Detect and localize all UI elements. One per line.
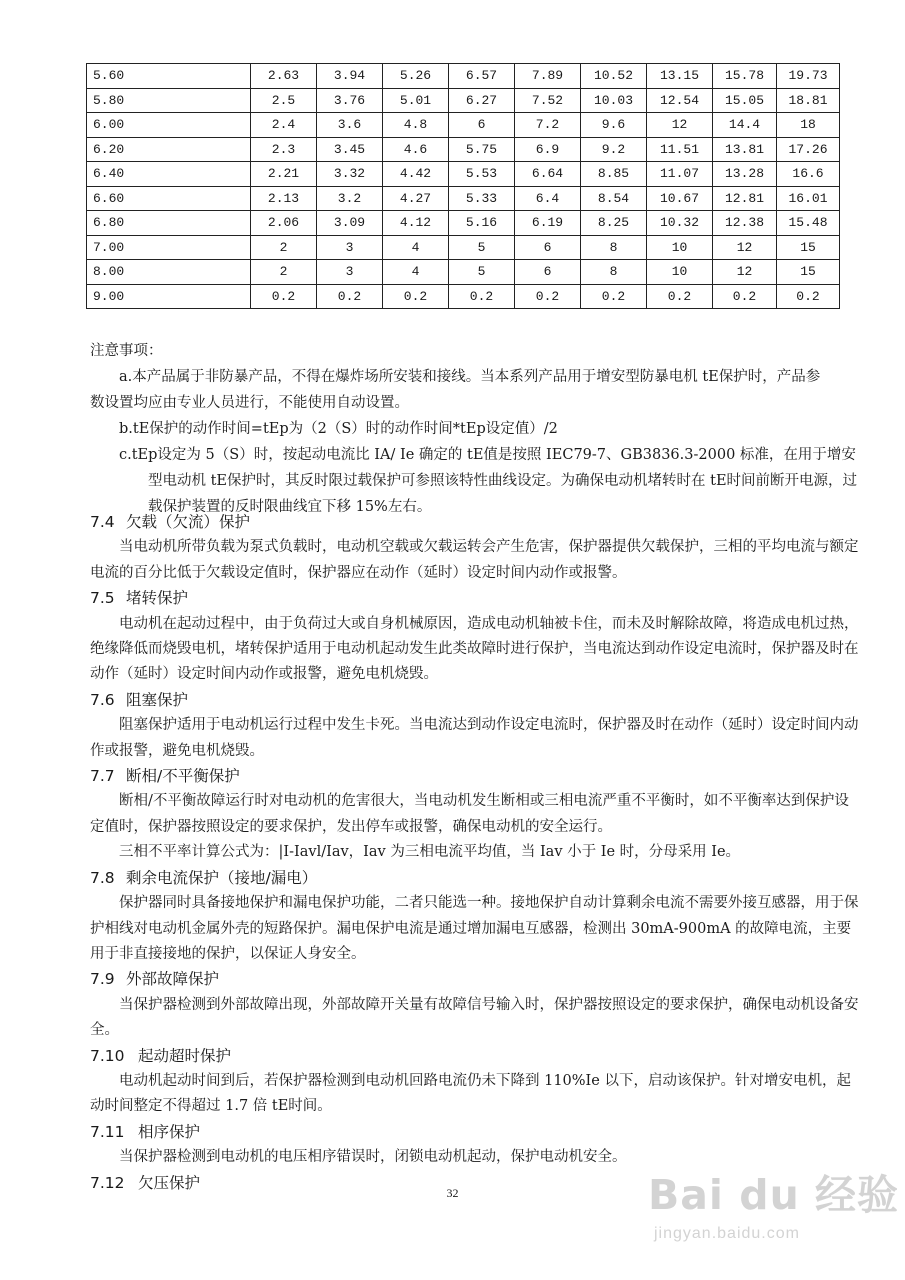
row-label-cell: 6.00 <box>87 113 251 138</box>
section-title: 相序保护 <box>138 1122 201 1141</box>
section-title: 欠载（欠流）保护 <box>126 513 251 531</box>
table-cell: 6.4 <box>515 186 581 211</box>
note-a-continued: 数设置均应由专业人员进行，不能使用自动设置。 <box>90 395 409 411</box>
row-label-cell: 6.80 <box>87 211 251 236</box>
table-row <box>87 64 840 89</box>
table-cell: 6 <box>449 113 515 138</box>
section-title: 外部故障保护 <box>126 970 220 989</box>
table-cell: 0.2 <box>581 284 647 309</box>
section-number: 7.10 <box>90 1046 125 1065</box>
section-body: 当保护器检测到外部故障出现，外部故障开关量有故障信号输入时，保护器按照设定的要求保护，确保电动机设备安全。 <box>90 996 859 1039</box>
table-cell: 4 <box>383 235 449 260</box>
table-cell: 2 <box>251 260 317 285</box>
table-cell: 19.73 <box>777 64 840 89</box>
table-cell: 4.12 <box>383 211 449 236</box>
table-cell: 15.78 <box>713 64 777 89</box>
table-cell: 16.6 <box>777 162 840 187</box>
table-cell: 5 <box>449 235 515 260</box>
section-heading <box>90 1120 860 1145</box>
table-cell: 15 <box>777 260 840 285</box>
table-cell: 2.4 <box>251 113 317 138</box>
section-heading <box>90 586 860 611</box>
row-label-cell: 6.20 <box>87 137 251 162</box>
table-cell: 7.2 <box>515 113 581 138</box>
watermark-brand-text: Bai du 经验 <box>648 1171 900 1219</box>
table-cell: 6.9 <box>515 137 581 162</box>
section-number: 7.4 <box>90 513 115 531</box>
baidu-jingyan-watermark <box>648 1168 900 1264</box>
table-cell: 16.01 <box>777 186 840 211</box>
table-cell: 4.27 <box>383 186 449 211</box>
table-cell: 3.09 <box>317 211 383 236</box>
table-cell: 13.28 <box>713 162 777 187</box>
section-title: 起动超时保护 <box>138 1046 232 1065</box>
table-row <box>87 186 840 211</box>
table-cell: 2.3 <box>251 137 317 162</box>
section-heading <box>90 866 860 891</box>
table-row <box>87 211 840 236</box>
table-cell: 5.33 <box>449 186 515 211</box>
note-a: a.本产品属于非防暴产品，不得在爆炸场所安装和接线。当本系列产品用于增安型防暴电机 tE保护时，产品参 <box>119 369 821 385</box>
table-cell: 12 <box>713 260 777 285</box>
section-title: 阻塞保护 <box>126 690 189 709</box>
section-title: 欠压保护 <box>138 1173 201 1192</box>
table-cell: 10 <box>647 260 713 285</box>
table-cell: 4 <box>383 260 449 285</box>
table-cell: 8.85 <box>581 162 647 187</box>
table-row <box>87 113 840 138</box>
table-body <box>87 64 840 309</box>
table-cell: 0.2 <box>383 284 449 309</box>
table-cell: 0.2 <box>647 284 713 309</box>
table-cell: 0.2 <box>713 284 777 309</box>
table-cell: 4.8 <box>383 113 449 138</box>
table-row <box>87 88 840 113</box>
section-heading <box>90 764 860 789</box>
table-cell: 10 <box>647 235 713 260</box>
notes-block <box>90 338 860 520</box>
section-heading <box>90 1044 860 1069</box>
table-cell: 2 <box>251 235 317 260</box>
table-cell: 15.48 <box>777 211 840 236</box>
table-cell: 5 <box>449 260 515 285</box>
table-cell: 11.07 <box>647 162 713 187</box>
section-heading <box>90 967 860 992</box>
table-cell: 5.53 <box>449 162 515 187</box>
table-cell: 5.75 <box>449 137 515 162</box>
table-cell: 12 <box>713 235 777 260</box>
table-cell: 4.6 <box>383 137 449 162</box>
section-number: 7.8 <box>90 868 115 887</box>
watermark-url: jingyan.baidu.com <box>654 1225 800 1242</box>
table-cell: 8.54 <box>581 186 647 211</box>
table-cell: 4.42 <box>383 162 449 187</box>
row-label-cell: 5.60 <box>87 64 251 89</box>
watermark-brand <box>648 1168 900 1222</box>
page-number: 32 <box>446 1186 459 1200</box>
table-row <box>87 235 840 260</box>
table-row <box>87 162 840 187</box>
section-number: 7.9 <box>90 970 115 989</box>
table-cell: 8 <box>581 235 647 260</box>
table-cell: 6.19 <box>515 211 581 236</box>
section-number: 7.7 <box>90 767 115 786</box>
table-cell: 6.57 <box>449 64 515 89</box>
table-row <box>87 137 840 162</box>
section-body: 电动机起动时间到后，若保护器检测到电动机回路电流仍未下降到 110%Ie 以下，启动该保护。针对增安电机，起动时间整定不得超过 1.7 倍 tE时间。 <box>90 1072 851 1115</box>
table-cell: 13.81 <box>713 137 777 162</box>
table-cell: 6 <box>515 235 581 260</box>
section-number: 7.12 <box>90 1173 125 1192</box>
section-number: 7.11 <box>90 1122 125 1141</box>
section-title: 断相/不平衡保护 <box>126 767 240 786</box>
row-label-cell: 6.60 <box>87 186 251 211</box>
row-label-cell: 7.00 <box>87 235 251 260</box>
table-cell: 5.01 <box>383 88 449 113</box>
table-cell: 6 <box>515 260 581 285</box>
row-label-cell: 8.00 <box>87 260 251 285</box>
table-cell: 9.6 <box>581 113 647 138</box>
table-cell: 12.54 <box>647 88 713 113</box>
table-cell: 13.15 <box>647 64 713 89</box>
table-row <box>87 260 840 285</box>
table-cell: 9.2 <box>581 137 647 162</box>
note-c: c.tEp设定为 5（S）时，按起动电流比 IA/ Ie 确定的 tE值是按照 IEC79-7、GB3836.3-2000 标准，在用于增安型电动机 tE保护时，其反时限过载保护可参照该特性曲线设定。为确保电动机堵转时在 tE时间前断开电源，过载保护装置的反时限曲线宜下移 15%左右。 <box>119 447 858 515</box>
table-cell: 11.51 <box>647 137 713 162</box>
table-cell: 3 <box>317 235 383 260</box>
section-body: 保护器同时具备接地保护和漏电保护功能，二者只能选一种。接地保护自动计算剩余电流不需要外接互感器，用于保护相线对电动机金属外壳的短路保护。漏电保护电流是通过增加漏电互感器，检测出 30mA-900mA 的故障电流，主要用于非直接接地的保护，以保证人身安全。 <box>90 895 859 962</box>
table-cell: 6.64 <box>515 162 581 187</box>
table-cell: 12.38 <box>713 211 777 236</box>
table-cell: 10.03 <box>581 88 647 113</box>
section-title: 剩余电流保护（接地/漏电） <box>126 868 318 887</box>
table-cell: 10.32 <box>647 211 713 236</box>
section-formula: 三相不平率计算公式为：|I-Iavl/Iav，Iav 为三相电流平均值，当 Iav 小于 Ie 时，分母采用 Ie。 <box>119 844 741 861</box>
table-cell: 2.13 <box>251 186 317 211</box>
table-cell: 2.63 <box>251 64 317 89</box>
table-cell: 0.2 <box>449 284 515 309</box>
table-cell: 0.2 <box>777 284 840 309</box>
section-body: 当保护器检测到电动机的电压相序错误时，闭锁电动机起动，保护电动机安全。 <box>119 1149 627 1166</box>
table-cell: 12.81 <box>713 186 777 211</box>
table-cell: 10.67 <box>647 186 713 211</box>
table-cell: 0.2 <box>515 284 581 309</box>
row-label-cell: 6.40 <box>87 162 251 187</box>
table-cell: 3.45 <box>317 137 383 162</box>
table-cell: 7.52 <box>515 88 581 113</box>
table-cell: 0.2 <box>251 284 317 309</box>
table-cell: 3.32 <box>317 162 383 187</box>
current-ratio-table <box>86 63 840 309</box>
section-body: 电动机在起动过程中，由于负荷过大或自身机械原因，造成电动机轴被卡住，而未及时解除故障，将造成电机过热，绝缘降低而烧毁电机，堵转保护适用于电动机起动发生此类故障时进行保护，当电流达到动作设定电流时，保护器及时在动作（延时）设定时间内动作或报警，避免电机烧毁。 <box>90 615 859 683</box>
section-number: 7.5 <box>90 589 115 608</box>
table-cell: 3.2 <box>317 186 383 211</box>
table-cell: 14.4 <box>713 113 777 138</box>
table-cell: 15 <box>777 235 840 260</box>
section-heading <box>90 688 860 713</box>
table-cell: 12 <box>647 113 713 138</box>
table-cell: 3.94 <box>317 64 383 89</box>
section-number: 7.6 <box>90 690 115 709</box>
sections-container <box>90 510 860 1196</box>
table-cell: 2.5 <box>251 88 317 113</box>
section-title: 堵转保护 <box>126 589 189 608</box>
table-cell: 0.2 <box>317 284 383 309</box>
table-cell: 15.05 <box>713 88 777 113</box>
table-cell: 10.52 <box>581 64 647 89</box>
table-cell: 5.16 <box>449 211 515 236</box>
section-heading <box>90 510 860 535</box>
table-cell: 17.26 <box>777 137 840 162</box>
table-cell: 18.81 <box>777 88 840 113</box>
table-cell: 2.06 <box>251 211 317 236</box>
section-body: 阻塞保护适用于电动机运行过程中发生卡死。当电流达到动作设定电流时，保护器及时在动作（延时）设定时间内动作或报警，避免电机烧毁。 <box>90 717 859 759</box>
table-cell: 3 <box>317 260 383 285</box>
section-body: 断相/不平衡故障运行时对电动机的危害很大，当电动机发生断相或三相电流严重不平衡时，如不平衡率达到保护设定值时，保护器按照设定的要求保护，发出停车或报警，确保电动机的安全运行。 <box>90 793 849 835</box>
table-cell: 5.26 <box>383 64 449 89</box>
table-cell: 7.89 <box>515 64 581 89</box>
table-cell: 18 <box>777 113 840 138</box>
row-label-cell: 9.00 <box>87 284 251 309</box>
table-row <box>87 284 840 309</box>
note-b: b.tE保护的动作时间=tEp为（2（S）时的动作时间*tEp设定值）/2 <box>119 421 558 437</box>
table-cell: 2.21 <box>251 162 317 187</box>
table-cell: 3.6 <box>317 113 383 138</box>
row-label-cell: 5.80 <box>87 88 251 113</box>
table-cell: 6.27 <box>449 88 515 113</box>
table-cell: 3.76 <box>317 88 383 113</box>
table-cell: 8 <box>581 260 647 285</box>
section-body: 当电动机所带负载为泵式负载时，电动机空载或欠载运转会产生危害，保护器提供欠载保护，三相的平均电流与额定电流的百分比低于欠载设定值时，保护器应在动作（延时）设定时间内动作或报警。 <box>90 539 859 581</box>
notes-heading: 注意事项： <box>90 343 163 359</box>
table-cell: 8.25 <box>581 211 647 236</box>
